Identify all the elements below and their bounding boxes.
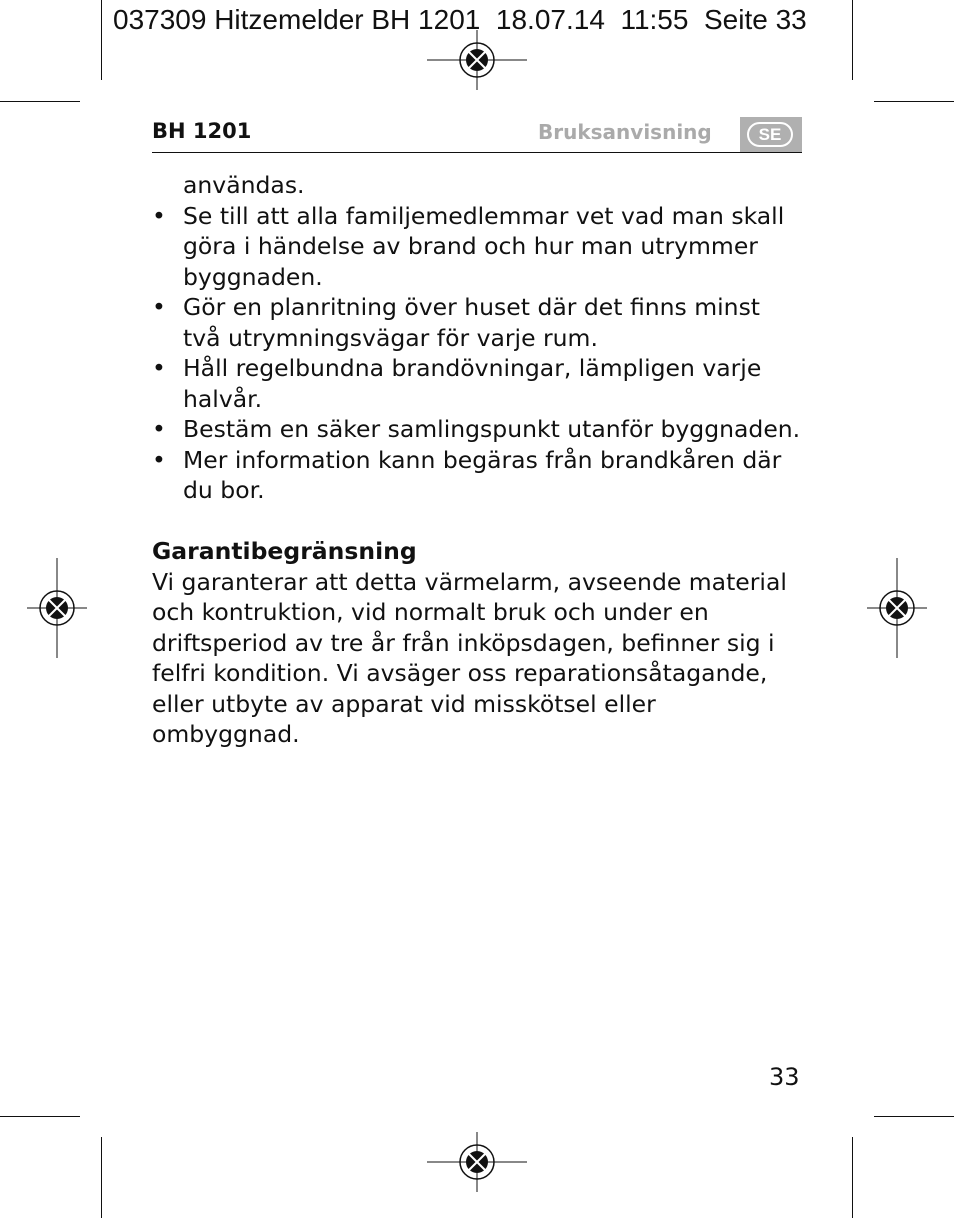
list-item [152,445,802,506]
bullet-icon: • [152,445,166,474]
language-badge [740,117,802,153]
list-item [152,292,802,353]
list-item-text: Mer information kann begäras från brandkåren där du bor. [183,445,782,504]
header-rule [152,152,802,153]
crop-mark-bottom-right-horizontal [874,1116,954,1117]
registration-mark-left [27,558,87,658]
header-section-title: Bruksanvisning [538,120,712,144]
print-slug: 037309 Hitzemelder BH 1201 18.07.14 11:55 Seite 33 [113,4,807,35]
list-item [152,353,802,414]
page-content [152,170,802,750]
registration-mark-top [427,30,527,90]
list-item [152,201,802,293]
bullet-icon: • [152,415,166,443]
crop-mark-top-left-vertical [101,0,102,80]
continued-text: användas. [183,171,305,199]
page-number: 33 [769,1063,800,1091]
registration-mark-bottom [427,1132,527,1192]
bullet-icon: • [152,354,166,382]
bullet-icon: • [152,201,166,230]
header-model: BH 1201 [152,119,252,143]
list-item-text: Gör en planritning över huset där det finns minst två utrymningsvägar för varje rum. [183,293,761,352]
language-badge-label: SE [747,122,793,147]
crop-mark-top-right-vertical [852,0,853,80]
warranty-heading: Garantibegränsning [152,537,417,565]
warranty-text: Vi garanterar att detta värmelarm, avseende material och kontruktion, vid normalt bruk och under en driftsperiod av tre år från inköpsdagen, befinner sig i felfri kondition. Vi avsäger oss reparationsåtagande, eller utbyte av apparat vid misskötsel eller ombyggnad. [152,567,787,748]
list-item-text: Håll regelbundna brandövningar, lämpligen varje halvår. [183,354,762,413]
list-item-text: Bestäm en säker samlingspunkt utanför byggnaden. [183,415,801,443]
crop-mark-top-left-horizontal [0,101,80,102]
crop-mark-bottom-left-horizontal [0,1116,80,1117]
crop-mark-bottom-right-vertical [852,1137,853,1218]
crop-mark-top-right-horizontal [874,101,954,102]
crop-mark-bottom-left-vertical [101,1137,102,1218]
bullet-icon: • [152,293,166,321]
list-item [152,414,802,445]
registration-mark-right [867,558,927,658]
list-item-text: Se till att alla familjemedlemmar vet vad man skall göra i händelse av brand och hur man utrymmer byggnaden. [183,201,785,291]
